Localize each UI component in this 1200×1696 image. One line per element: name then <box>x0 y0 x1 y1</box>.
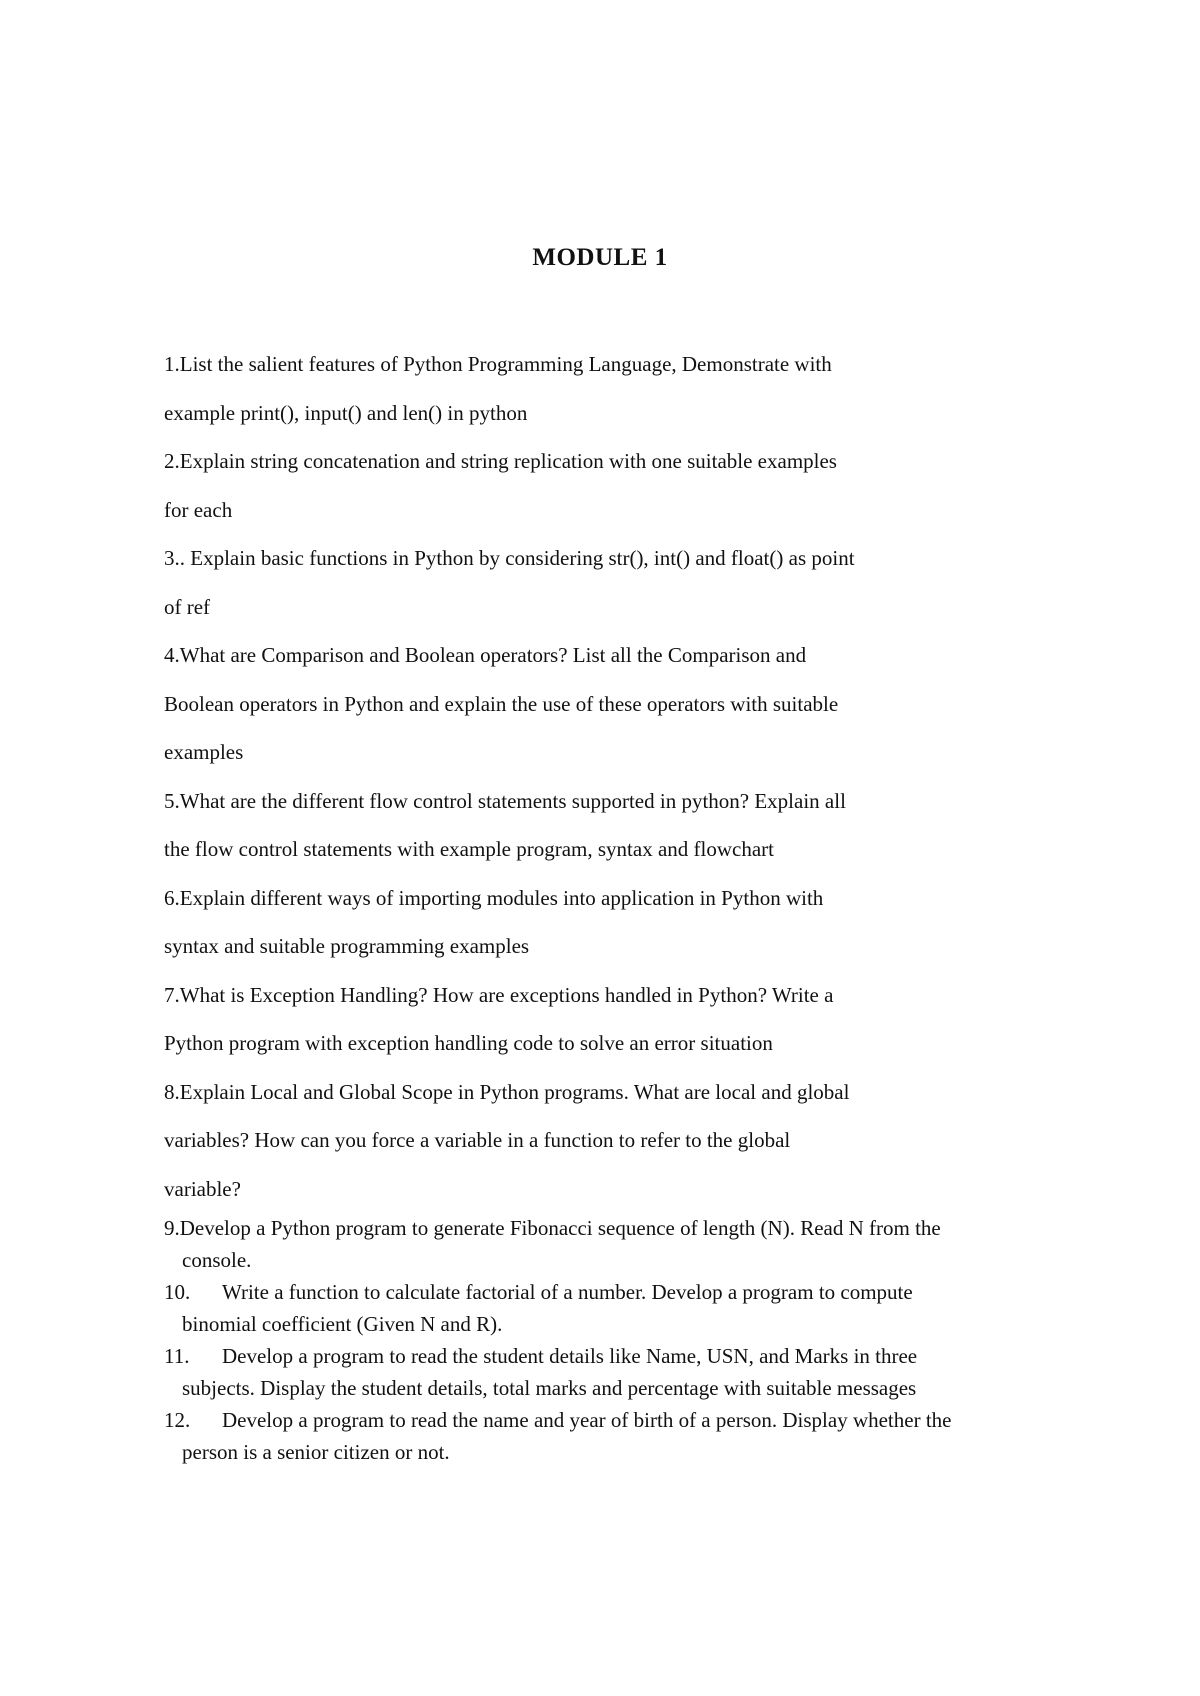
question-text-continued: console. <box>182 1248 252 1272</box>
question-number: 10. <box>164 1280 191 1304</box>
question-text: Write a function to calculate factorial of a number. Develop a program to compute <box>222 1280 913 1304</box>
question-line: 6.Explain different ways of importing modules into application in Python with <box>164 885 824 910</box>
question-line: 2.Explain string concatenation and string replication with one suitable examples <box>164 449 837 473</box>
question-line: variables? How can you force a variable in a function to refer to the global <box>164 1128 791 1152</box>
question-line: 5.What are the different flow control statements supported in python? Explain all <box>164 788 846 813</box>
question-line: 3.. Explain basic functions in Python by considering str(), int() and float() as point <box>164 546 855 570</box>
questions-block-2 <box>164 1212 1060 1468</box>
question-line: 7.What is Exception Handling? How are exceptions handled in Python? Write a <box>164 982 834 1007</box>
question-line: 4.What are Comparison and Boolean operators? List all the Comparison and <box>164 643 807 667</box>
question-number: 12. <box>164 1408 191 1432</box>
question-number: 11. <box>164 1344 190 1368</box>
question-text-continued: binomial coefficient (Given N and R). <box>182 1312 503 1336</box>
question-line: the flow control statements with example program, syntax and flowchart <box>164 837 774 861</box>
question-line: example print(), input() and len() in python <box>164 400 528 425</box>
questions-block-1 <box>164 340 984 1213</box>
question-item-11 <box>164 1340 1060 1404</box>
question-line: 8.Explain Local and Global Scope in Python programs. What are local and global <box>164 1079 850 1104</box>
question-line: variable? <box>164 1176 241 1201</box>
question-line: for each <box>164 497 233 522</box>
question-line: Boolean operators in Python and explain the use of these operators with suitable <box>164 691 839 716</box>
question-number: 9. <box>164 1216 180 1240</box>
question-line: of ref <box>164 594 211 619</box>
question-text: Develop a program to read the name and year of birth of a person. Display whether the <box>222 1408 952 1432</box>
question-line: 1.List the salient features of Python Programming Language, Demonstrate with <box>164 352 832 376</box>
question-item-10 <box>164 1276 1060 1340</box>
question-text: Develop a Python program to generate Fibonacci sequence of length (N). Read N from the <box>179 1216 941 1240</box>
question-text: Develop a program to read the student details like Name, USN, and Marks in three <box>222 1344 918 1368</box>
question-line: syntax and suitable programming examples <box>164 934 530 958</box>
question-line: examples <box>164 740 244 764</box>
question-line: Python program with exception handling code to solve an error situation <box>164 1031 773 1055</box>
question-text-continued: subjects. Display the student details, total marks and percentage with suitable messages <box>182 1376 917 1400</box>
question-text-continued: person is a senior citizen or not. <box>182 1440 450 1464</box>
question-item-12 <box>164 1404 1060 1468</box>
page-title: MODULE 1 <box>532 244 668 271</box>
question-item-9 <box>164 1212 1060 1276</box>
